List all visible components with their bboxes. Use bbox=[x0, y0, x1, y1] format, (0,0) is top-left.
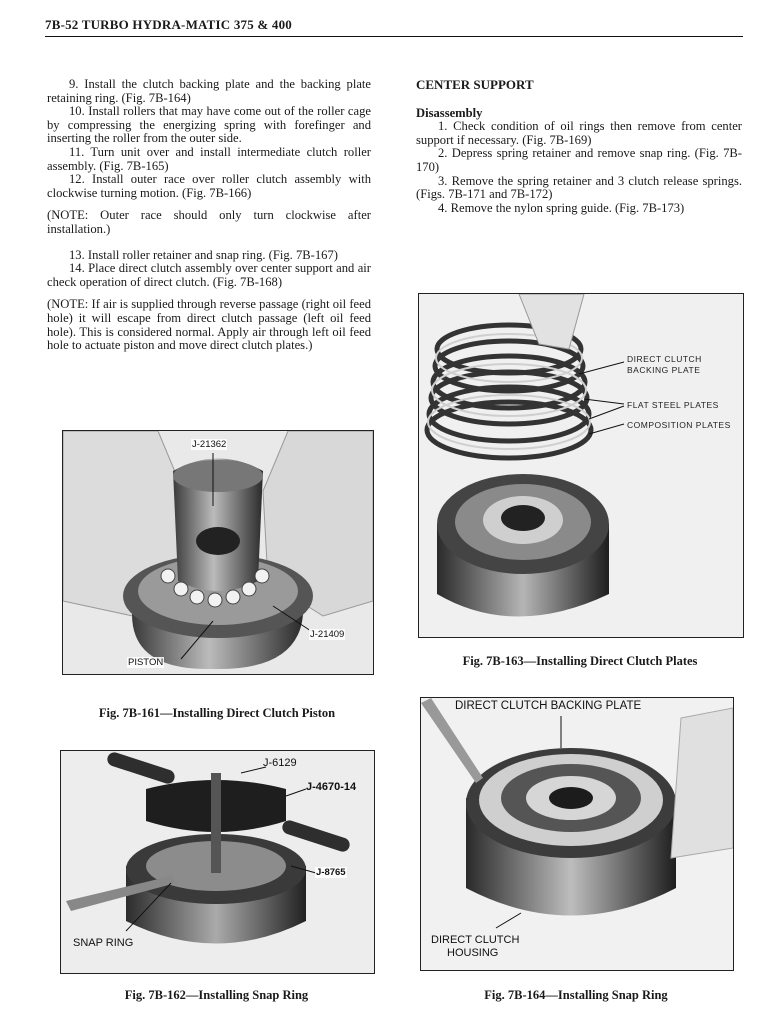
label-flat-steel-plates: FLAT STEEL PLATES bbox=[627, 400, 719, 410]
figure-7b-164 bbox=[420, 697, 734, 971]
figure-7b-164-caption: Fig. 7B-164—Installing Snap Ring bbox=[484, 988, 668, 1002]
left-text-column bbox=[47, 78, 371, 353]
label-j-4670-14: J-4670-14 bbox=[306, 781, 357, 793]
disassembly-step-4: 4. Remove the nylon spring guide. (Fig. 7B-173) bbox=[438, 200, 685, 215]
instruction-step-9: 9. Install the clutch backing plate and the backing plate retaining ring. (Fig. 7B-164) bbox=[47, 77, 371, 105]
figure-7b-163-caption: Fig. 7B-163—Installing Direct Clutch Plates bbox=[462, 654, 698, 668]
note-air-check: (NOTE: If air is supplied through reverse passage (right oil feed hole) it will escape from direct clutch passage (left oil feed hole). This is considered normal. Apply air through left oil feed hole to actuate piston and move direct clutch plates.) bbox=[47, 297, 371, 353]
figure-7b-163 bbox=[418, 293, 744, 638]
label-direct-clutch-housing-line1: DIRECT CLUTCH bbox=[431, 934, 520, 946]
figure-7b-161 bbox=[62, 430, 374, 675]
label-j-21362: J-21362 bbox=[192, 439, 227, 450]
label-composition-plates: COMPOSITION PLATES bbox=[627, 420, 731, 430]
instruction-step-10: 10. Install rollers that may have come out of the roller cage by compressing the energizing spring with forefinger and inserting the roller from the outer side. bbox=[47, 104, 371, 146]
label-direct-clutch: DIRECT CLUTCH bbox=[627, 354, 702, 364]
figure-7b-161-caption: Fig. 7B-161—Installing Direct Clutch Piston bbox=[98, 706, 336, 720]
label-j-8765: J-8765 bbox=[316, 867, 346, 878]
label-direct-clutch-backing-plate: DIRECT CLUTCH BACKING PLATE bbox=[455, 700, 642, 712]
section-title: CENTER SUPPORT bbox=[416, 77, 534, 92]
label-snap-ring: SNAP RING bbox=[73, 937, 134, 949]
label-piston: PISTON bbox=[128, 657, 164, 668]
disassembly-step-3: 3. Remove the spring retainer and 3 clutch release springs. (Figs. 7B-171 and 7B-172) bbox=[416, 173, 742, 202]
instruction-step-12: 12. Install outer race over roller clutch assembly with clockwise turning motion. (Fig. 7B-166) bbox=[47, 172, 371, 200]
figure-7b-163-illustration bbox=[419, 294, 743, 637]
figure-7b-162 bbox=[60, 750, 375, 974]
page-header-title: 7B-52 TURBO HYDRA-MATIC 375 & 400 bbox=[45, 17, 292, 32]
label-direct-clutch-housing-line2: HOUSING bbox=[447, 947, 499, 959]
label-j-21409: J-21409 bbox=[310, 629, 345, 640]
instruction-step-14: 14. Place direct clutch assembly over center support and air check operation of direct clutch. (Fig. 7B-168) bbox=[47, 261, 371, 289]
subsection-title: Disassembly bbox=[416, 105, 483, 120]
label-j-6129: J-6129 bbox=[263, 757, 297, 769]
right-text-column bbox=[416, 78, 742, 215]
label-backing-plate: BACKING PLATE bbox=[627, 365, 701, 375]
note-outer-race: (NOTE: Outer race should only turn clockwise after installation.) bbox=[47, 208, 371, 236]
disassembly-step-2: 2. Depress spring retainer and remove snap ring. (Fig. 7B-170) bbox=[416, 146, 742, 174]
instruction-step-13: 13. Install roller retainer and snap ring. (Fig. 7B-167) bbox=[69, 247, 338, 262]
disassembly-step-1: 1. Check condition of oil rings then remove from center support if necessary. (Fig. 7B-169) bbox=[416, 119, 742, 147]
instruction-step-11: 11. Turn unit over and install intermediate clutch roller assembly. (Fig. 7B-165) bbox=[47, 144, 371, 173]
page-header bbox=[45, 16, 743, 37]
figure-7b-162-caption: Fig. 7B-162—Installing Snap Ring bbox=[124, 988, 309, 1002]
figure-7b-164-illustration bbox=[421, 698, 733, 970]
